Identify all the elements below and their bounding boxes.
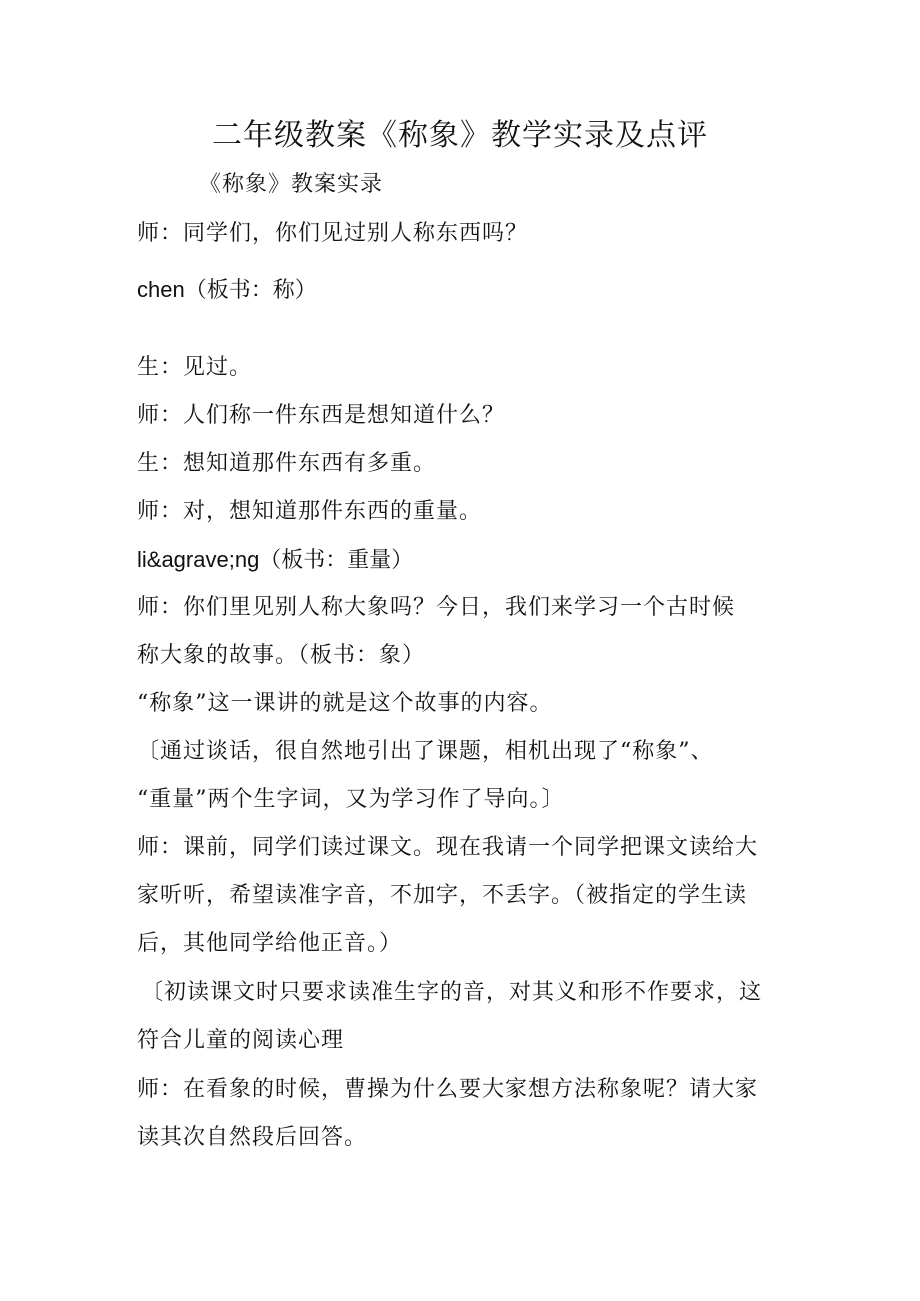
- paragraph-line: 生：见过。: [137, 355, 253, 380]
- paragraph-line: 师：人们称一件东西是想知道什么？: [137, 403, 506, 428]
- paragraph-line: 符合儿童的阅读心理: [137, 1028, 345, 1053]
- paragraph-line: “称象”这一课讲的就是这个故事的内容。: [137, 691, 553, 716]
- paragraph-line: 家听听，希望读准字音，不加字，不丢字。（被指定的学生读: [137, 883, 748, 908]
- paragraph-line: 师：对，想知道那件东西的重量。: [137, 499, 483, 524]
- pinyin-text: chen（板书：称）: [137, 277, 317, 302]
- paragraph-line: 师：在看象的时候，曹操为什么要大家想方法称象呢？请大家: [137, 1077, 759, 1102]
- paragraph-line: 读其次自然段后回答。: [137, 1125, 368, 1150]
- paragraph-line: “重量”两个生字词，又为学习作了导向。〕: [137, 787, 565, 812]
- paragraph-line: 后，其他同学给他正音。）: [137, 931, 403, 956]
- paragraph-line: 师：课前，同学们读过课文。现在我请一个同学把课文读给大: [137, 835, 759, 860]
- paragraph-line: 〔初读课文时只要求读准生字的音，对其义和形不作要求，这: [141, 980, 763, 1005]
- paragraph-line: 师：你们里见别人称大象吗？今日，我们来学习一个古时候: [137, 595, 736, 620]
- paragraph-line: 〔通过谈话，很自然地引出了课题，相机出现了“称象”、: [137, 739, 714, 764]
- paragraph-line: [137, 276, 317, 305]
- paragraph-line: 称大象的故事。（板书：象）: [137, 643, 426, 668]
- document-subtitle: 《称象》教案实录: [199, 172, 384, 197]
- document-title: 二年级教案《称象》教学实录及点评: [212, 118, 708, 153]
- pinyin-text: li&agrave;ng（板书：重量）: [137, 547, 414, 572]
- paragraph-line: [137, 546, 413, 575]
- paragraph-line: 师：同学们，你们见过别人称东西吗？: [137, 221, 529, 246]
- paragraph-line: 生：想知道那件东西有多重。: [137, 451, 437, 476]
